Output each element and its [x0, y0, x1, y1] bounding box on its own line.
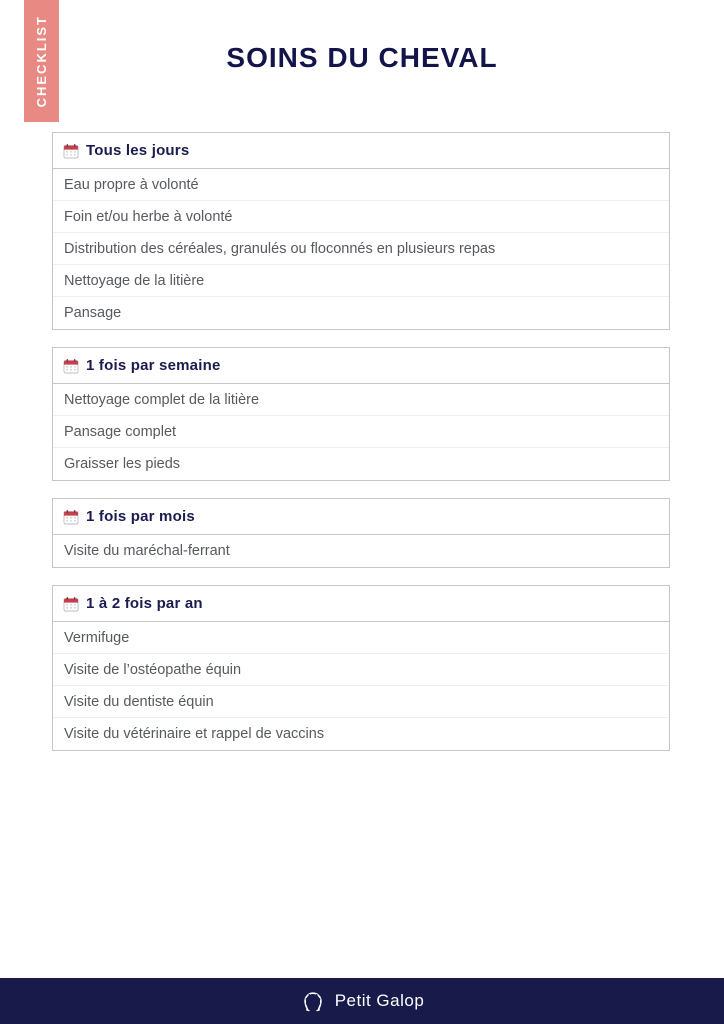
section-1-fois-par-mois — [52, 498, 670, 568]
list-item: Pansage — [64, 305, 122, 321]
list-item: Foin et/ou herbe à volonté — [53, 201, 669, 233]
section-title: 1 fois par mois — [86, 508, 195, 525]
section-title: Tous les jours — [86, 142, 190, 159]
checklist-ribbon-label: CHECKLIST — [34, 14, 49, 108]
list-item: Visite du dentiste équin — [53, 686, 669, 718]
list-item: Graisser les pieds — [64, 456, 181, 472]
brand-name: Petit Galop — [334, 991, 425, 1010]
section-tous-les-jours — [52, 132, 670, 330]
section-header — [53, 133, 669, 169]
sections-container — [52, 132, 670, 768]
section-header — [53, 586, 669, 622]
calendar-icon — [63, 358, 79, 374]
list-item: Pansage complet — [53, 416, 669, 448]
calendar-icon — [63, 596, 79, 612]
section-title: 1 à 2 fois par an — [86, 595, 203, 612]
list-item: Visite de l’ostéopathe équin — [53, 654, 669, 686]
list-item: Visite du vétérinaire et rappel de vaccins — [64, 726, 325, 742]
section-title: 1 fois par semaine — [86, 357, 221, 374]
list-item: Distribution des céréales, granulés ou floconnés en plusieurs repas — [53, 233, 669, 265]
list-item: Vermifuge — [53, 622, 669, 654]
footer-brand-bar — [0, 978, 724, 1024]
list-item: Nettoyage complet de la litière — [53, 384, 669, 416]
list-item: Eau propre à volonté — [53, 169, 669, 201]
calendar-icon — [63, 143, 79, 159]
section-header — [53, 499, 669, 535]
section-1-a-2-fois-par-an — [52, 585, 670, 751]
section-1-fois-par-semaine — [52, 347, 670, 481]
list-item: Nettoyage de la litière — [53, 265, 669, 297]
section-header — [53, 348, 669, 384]
list-item: Visite du maréchal-ferrant — [64, 543, 230, 559]
page-title: SOINS DU CHEVAL — [226, 42, 498, 73]
calendar-icon — [63, 509, 79, 525]
horseshoe-icon — [300, 988, 326, 1014]
